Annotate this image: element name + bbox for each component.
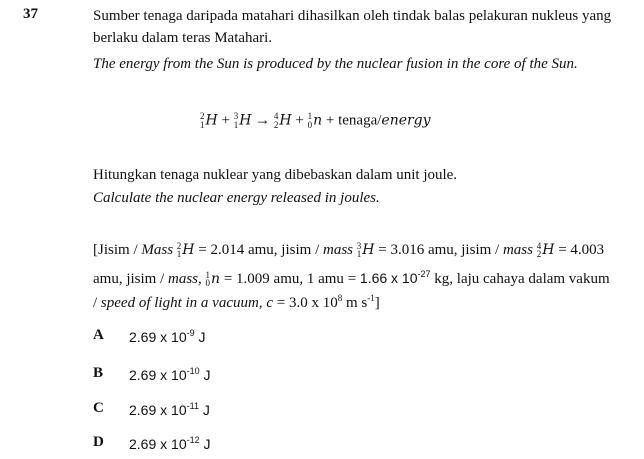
mass-label: Mass	[141, 242, 174, 258]
option-d-value: 2.69 x $10^{-12}$ J	[129, 435, 211, 452]
equals-6: =	[276, 295, 286, 311]
mass-label-2: mass	[322, 242, 353, 258]
neutron-numbers: 1 0	[307, 111, 313, 130]
instruction-malay: Hitungkan tenaga nuklear yang dibebaskan dalam unit joule.	[93, 167, 458, 183]
isotope-he4-symbol: H	[279, 112, 292, 129]
instruction-english: Calculate the nuclear energy released in joules.	[93, 190, 380, 206]
comma-2: ,	[453, 242, 458, 258]
speed-of-light-malay: laju cahaya dalam vakum	[456, 271, 610, 287]
given-n-symbol: n	[211, 271, 221, 287]
speed-of-light-english: speed of light in a vacuum,	[100, 295, 263, 311]
given-data-line-3	[93, 288, 380, 313]
h2-mass-value: 2.014	[210, 242, 245, 258]
given-h3-symbol: H	[362, 242, 375, 258]
equals-1: =	[198, 242, 207, 258]
stem-malay-line-1: Sumber tenaga daripada matahari dihasilkan oleh tindak balas pelakuran nukleus yang	[93, 8, 612, 24]
energy-slash: /	[377, 112, 382, 129]
plus-sign-2: +	[295, 112, 304, 129]
jisim-label-4: jisim	[126, 271, 157, 287]
isotope-h2-numbers: 2 1	[200, 111, 205, 130]
he4-mass-value: 4.003	[570, 242, 605, 258]
option-c-letter: C	[93, 400, 104, 416]
given-he4-symbol: H	[542, 242, 555, 258]
given-he4-numbers: 4 2	[536, 240, 542, 260]
c-unit: m s	[345, 295, 368, 311]
jisim-label-3: jisim	[461, 242, 492, 258]
equals-4: =	[223, 271, 233, 287]
isotope-he4-numbers: 4 2	[273, 111, 279, 130]
energy-english: energy	[381, 112, 431, 129]
isotope-h2-symbol: H	[205, 112, 218, 129]
given-data-line-2	[93, 264, 610, 289]
energy-malay: tenaga	[338, 112, 378, 129]
equals-3: =	[558, 242, 567, 258]
stem-english: The energy from the Sun is produced by the nuclear fusion in the core of the Sun.	[93, 56, 578, 72]
open-bracket: [	[93, 242, 98, 258]
plus-sign-1: +	[221, 112, 230, 129]
amu-unit-4: amu	[273, 271, 300, 287]
option-b-letter: B	[93, 365, 104, 381]
option-a-value: 2.69 x $10^{-9}$ J	[129, 328, 206, 345]
given-h2-symbol: H	[182, 242, 195, 258]
reaction-arrow: →	[255, 112, 271, 129]
c-unit-exponent: -1	[367, 293, 375, 303]
separator: /	[129, 242, 142, 258]
mass-label-3: mass	[502, 242, 533, 258]
given-h2-numbers: 2 1	[176, 240, 182, 260]
close-bracket: ]	[374, 295, 380, 311]
isotope-h3-symbol: H	[239, 112, 252, 129]
kg-unit: kg	[434, 271, 450, 287]
equals-2: =	[378, 242, 387, 258]
c-coefficient: 3.0 x 10	[288, 295, 338, 311]
comma-3: ,	[118, 271, 123, 287]
amu-coefficient: 1.66 x 10	[359, 270, 418, 286]
option-c-value: 2.69 x $10^{-11}$ J	[129, 401, 210, 418]
h3-mass-value: 3.016	[390, 242, 425, 258]
amu-unit-1: amu	[247, 242, 274, 258]
amu-definition-label: 1 amu	[306, 271, 344, 287]
option-b-value: 2.69 x $10^{-10}$ J	[129, 366, 211, 383]
mass-label-4: mass	[168, 271, 199, 287]
c-symbol: c	[266, 295, 273, 311]
comma-1: ,	[273, 242, 278, 258]
c-exponent: 8	[337, 293, 343, 303]
amu-exponent: -27	[417, 269, 431, 279]
question-number: 37	[23, 6, 38, 22]
stem-malay-line-2: berlaku dalam teras Matahari.	[93, 30, 273, 46]
fusion-equation	[200, 112, 431, 129]
plus-sign-3: +	[325, 112, 335, 129]
jisim-label-2: jisim	[281, 242, 312, 258]
isotope-h3-numbers: 3 1	[233, 111, 239, 130]
option-d-letter: D	[93, 434, 104, 450]
amu-unit-3: amu	[93, 271, 119, 287]
n-mass-value: 1.009	[236, 271, 270, 287]
separator-5: /	[93, 295, 101, 311]
separator-2: /	[311, 242, 323, 258]
option-a-letter: A	[93, 327, 104, 343]
given-h3-numbers: 3 1	[356, 240, 362, 260]
given-n-numbers: 1 0	[205, 269, 211, 289]
given-data-line-1	[93, 240, 604, 260]
neutron-symbol: n	[313, 112, 323, 129]
equals-5: =	[347, 271, 357, 287]
separator-4: /	[156, 271, 169, 287]
jisim-label: Jisim	[98, 242, 130, 258]
comma-4: ,	[198, 271, 202, 287]
comma-5: ,	[299, 271, 304, 287]
amu-unit-2: amu	[427, 242, 454, 258]
comma-6: ,	[449, 271, 454, 287]
separator-3: /	[491, 242, 503, 258]
